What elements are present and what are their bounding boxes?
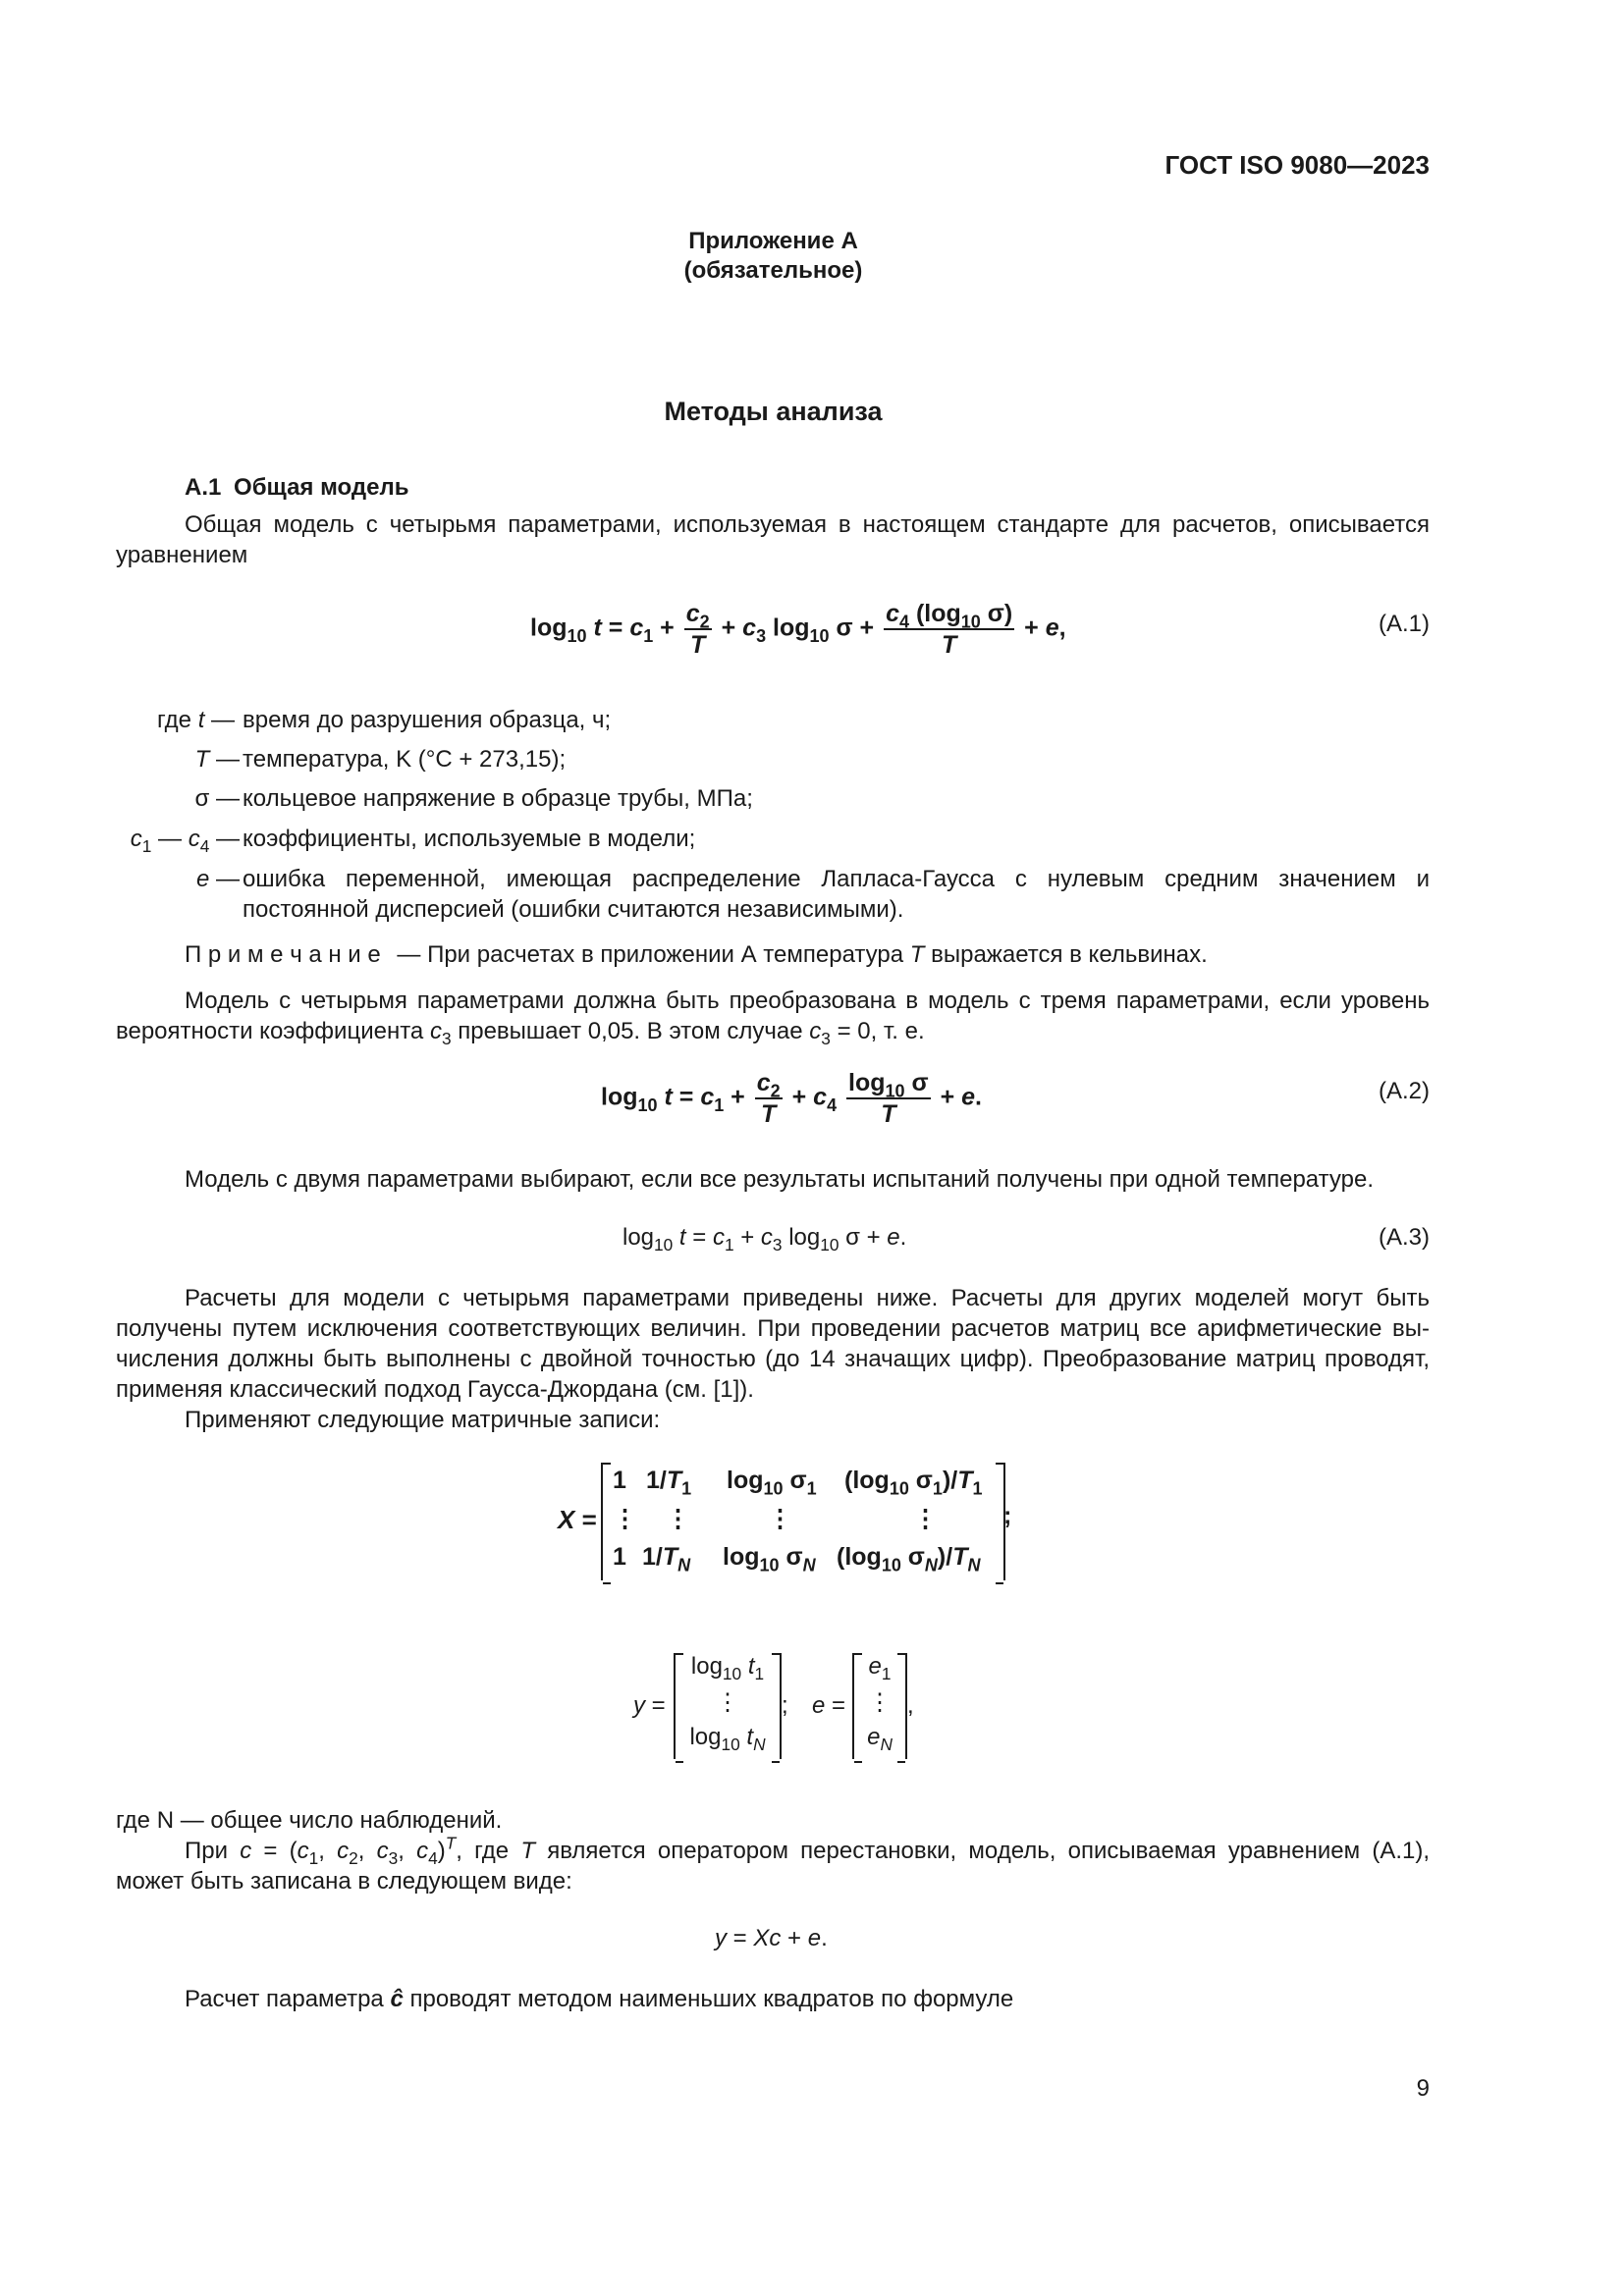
matrix-x	[601, 1463, 1005, 1580]
matrix-ellipsis: ⋮	[768, 1505, 792, 1532]
variable-term: T —	[194, 746, 240, 773]
vector-cell: $\log_{10} t_1$	[690, 1653, 765, 1684]
matrix-x-label: X =	[558, 1505, 597, 1534]
equation-number: (А.1)	[1378, 611, 1430, 637]
paragraph-line: уравнением	[116, 542, 248, 568]
equation-number: (А.2)	[1378, 1078, 1430, 1104]
vector-cell: $e_1$	[868, 1653, 892, 1684]
annex-title: Приложение А	[688, 228, 858, 254]
variable-desc: постоянной дисперсией (ошибки считаются независимыми).	[243, 896, 904, 923]
variable-desc: время до разрушения образца, ч;	[243, 707, 612, 733]
note-label: П р и м е ч а н и е	[185, 941, 381, 968]
paragraph-line: числения должны быть выполнены с двойной точностью (до 14 значащих цифр). Преобразование матриц проводят,	[116, 1346, 1430, 1372]
vector-y	[674, 1653, 782, 1759]
matrix-cell: $1/T_1$	[646, 1467, 692, 1499]
paragraph-line: При $c = (c_1$, $c_2$, $c_3$, $c_4)^T$, где T является оператором перестановки, модель, описываемая уравнением (А.1),	[185, 1833, 1431, 1869]
paragraph-line: Модель с двумя параметрами выбирают, если все результаты испытаний получены при одной температуре.	[185, 1166, 1374, 1193]
variable-desc: температура, K (°C + 273,15);	[243, 746, 567, 773]
paragraph-line: может быть записана в следующем виде:	[116, 1868, 572, 1895]
vector-ellipsis: ⋮	[868, 1689, 892, 1716]
vector-e-label: e =	[812, 1692, 846, 1719]
document-header: ГОСТ ISO 9080—2023	[1164, 150, 1430, 180]
paragraph-line: применяя классический подход Гаусса-Джордана (см. [1]).	[116, 1376, 754, 1403]
equation-matrix-model: y = Xc + e.	[715, 1925, 828, 1951]
variable-term: e —	[195, 866, 240, 892]
matrix-ellipsis: ⋮	[666, 1505, 690, 1532]
vector-comma: ,	[907, 1692, 914, 1719]
section-title: Общая модель	[234, 474, 409, 501]
matrix-cell: $\log_{10} \sigma_1$	[727, 1467, 817, 1499]
paragraph-line: получены путем исключения соответствующих величин. При проведении расчетов матриц все арифметические вы-	[116, 1315, 1430, 1342]
vector-cell: $\log_{10} t_N$	[689, 1724, 766, 1755]
paragraph-line: Модель с четырьмя параметрами должна быть преобразована в модель с тремя параметрами, если уровень	[185, 988, 1430, 1014]
variable-term: σ —	[194, 785, 240, 812]
vector-e	[852, 1653, 907, 1759]
vector-separator: ;	[782, 1692, 788, 1719]
vector-y-label: y =	[633, 1692, 666, 1719]
section-number: А.1	[185, 474, 222, 501]
vector-ellipsis: ⋮	[716, 1689, 739, 1716]
where-intro: где t —	[157, 707, 236, 733]
paragraph-line: Общая модель с четырьмя параметрами, используемая в настоящем стандарте для расчетов, описывается	[185, 511, 1430, 538]
matrix-cell: ($\log_{10}$ $\sigma_1)/T_1$	[844, 1467, 983, 1499]
page-number: 9	[1416, 2075, 1430, 2102]
paragraph-line: где N — общее число наблюдений.	[116, 1807, 503, 1834]
vector-cell: $e_N$	[867, 1724, 893, 1755]
paragraph-line: Применяют следующие матричные записи:	[185, 1407, 661, 1433]
paragraph-line: вероятности коэффициента $c_3$ превышает 0,05. В этом случае $c_3 = 0$, т. е.	[116, 1018, 925, 1049]
paragraph-line: Расчет параметра ĉ проводят методом наименьших квадратов по формуле	[185, 1986, 1014, 2012]
matrix-cell: $\log_{10} \sigma_N$	[723, 1543, 816, 1575]
equation-a2: $\log_{10} t = c_1$ + $\frac{c_2}{T}$ + $c_4$ $\frac{\log_{10} \sigma}{T}$ + e.	[601, 1069, 982, 1128]
matrix-cell: 1	[613, 1543, 626, 1571]
note: П р и м е ч а н и е — При расчетах в приложении А температура T выражается в кельвинах.	[185, 941, 1208, 968]
equation-a3: $\log_{10} t = c_1 + c_3$ $\log_{10} \sigma + e$.	[623, 1224, 907, 1255]
equation-number: (А.3)	[1378, 1224, 1430, 1251]
matrix-ellipsis: ⋮	[613, 1505, 637, 1532]
variable-desc: кольцевое напряжение в образце трубы, МПа;	[243, 785, 753, 812]
matrix-cell: ($\log_{10}$ $\sigma_N)/T_N$	[837, 1543, 981, 1575]
equation-a1: $\log_{10} t = c_1$ + $\frac{c_2}{T}$ + $c_3$ $\log_{10} \sigma$ + $\frac{c_4 (\log_{10} \sigma)}{T}$ + e,	[530, 600, 1066, 659]
annex-heading: Методы анализа	[664, 397, 883, 426]
variable-desc: коэффициенты, используемые в модели;	[243, 826, 696, 852]
variable-desc: ошибка переменной, имеющая распределение Лапласа-Гаусса с нулевым средним значением и	[243, 866, 1430, 892]
annex-status: (обязательное)	[683, 257, 863, 284]
matrix-x-semicolon: ;	[1003, 1502, 1012, 1529]
paragraph-line: Расчеты для модели с четырьмя параметрами приведены ниже. Расчеты для других моделей могут быть	[185, 1285, 1430, 1311]
note-text-end: выражается в кельвинах.	[931, 941, 1208, 968]
variable-term: $c_1$ — $c_4$ —	[130, 826, 240, 857]
matrix-cell: $1/T_N$	[642, 1543, 691, 1575]
matrix-ellipsis: ⋮	[913, 1505, 938, 1532]
section-heading	[185, 473, 1430, 503]
note-text: При расчетах в приложении А температура	[427, 941, 904, 968]
matrix-cell: 1	[613, 1467, 626, 1494]
